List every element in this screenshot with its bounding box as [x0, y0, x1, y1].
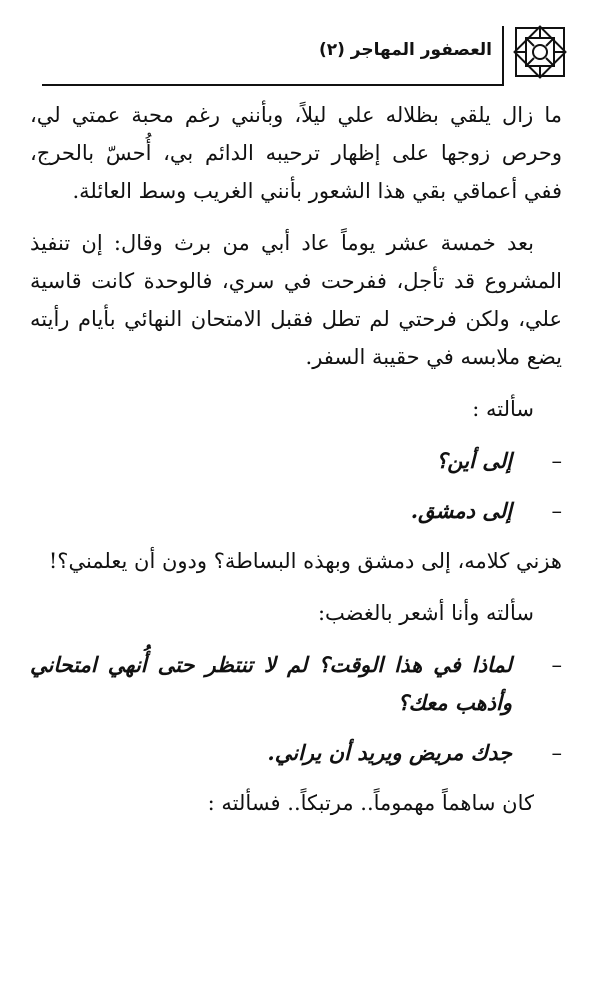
ornamental-knot-icon [510, 22, 570, 82]
dialog-dash: – [551, 499, 562, 523]
page-body [30, 96, 562, 836]
paragraph: ما زال يلقي بظلاله علي ليلاً، وبأنني رغم محبة عمتي لي، وحرص زوجها على إظهار ترحيبه الدائم بي، أُحسّ بالحرج، ففي أعماقي بقي هذا الشعور بأنني الغريب وسط العائلة. [30, 103, 562, 203]
dialog-dash: – [551, 449, 562, 473]
dialog-text: جدك مريض ويريد أن يراني. [267, 740, 512, 765]
dialog-intro: سألته وأنا أشعر بالغضب: [317, 601, 534, 625]
dialog-text: إلى أين؟ [436, 448, 512, 473]
paragraph: كان ساهماً مهموماً.. مرتبكاً.. فسألته : [207, 791, 534, 815]
dialog-line [30, 734, 562, 772]
dialog-dash: – [551, 741, 562, 765]
dialog-line [30, 646, 562, 722]
dialog-intro: سألته : [472, 397, 534, 421]
dialog-line [30, 442, 562, 480]
header-horizontal-rule [42, 84, 504, 86]
dialog-text: لماذا في هذا الوقت؟ لم لا تنتظر حتى أُنهي امتحاني وأذهب معك؟ [30, 652, 512, 715]
header-vertical-rule [502, 26, 504, 84]
paragraph: هزني كلامه، إلى دمشق وبهذه البساطة؟ ودون أن يعلمني؟! [48, 549, 562, 573]
paragraph: بعد خمسة عشر يوماً عاد أبي من برث وقال: إن تنفيذ المشروع قد تأجل، ففرحت في سري، فالوحدة كانت قاسية علي، ولكن فرحتي لم تطل فقبل الامتحان النهائي بأيام رأيته يضع ملابسه في حقيبة السفر. [30, 231, 562, 369]
dialog-text: إلى دمشق. [410, 498, 512, 523]
running-title: العصفور المهاجر (٢) [318, 40, 492, 60]
page-header [22, 22, 570, 86]
dialog-dash: – [551, 653, 562, 677]
dialog-line [30, 492, 562, 530]
